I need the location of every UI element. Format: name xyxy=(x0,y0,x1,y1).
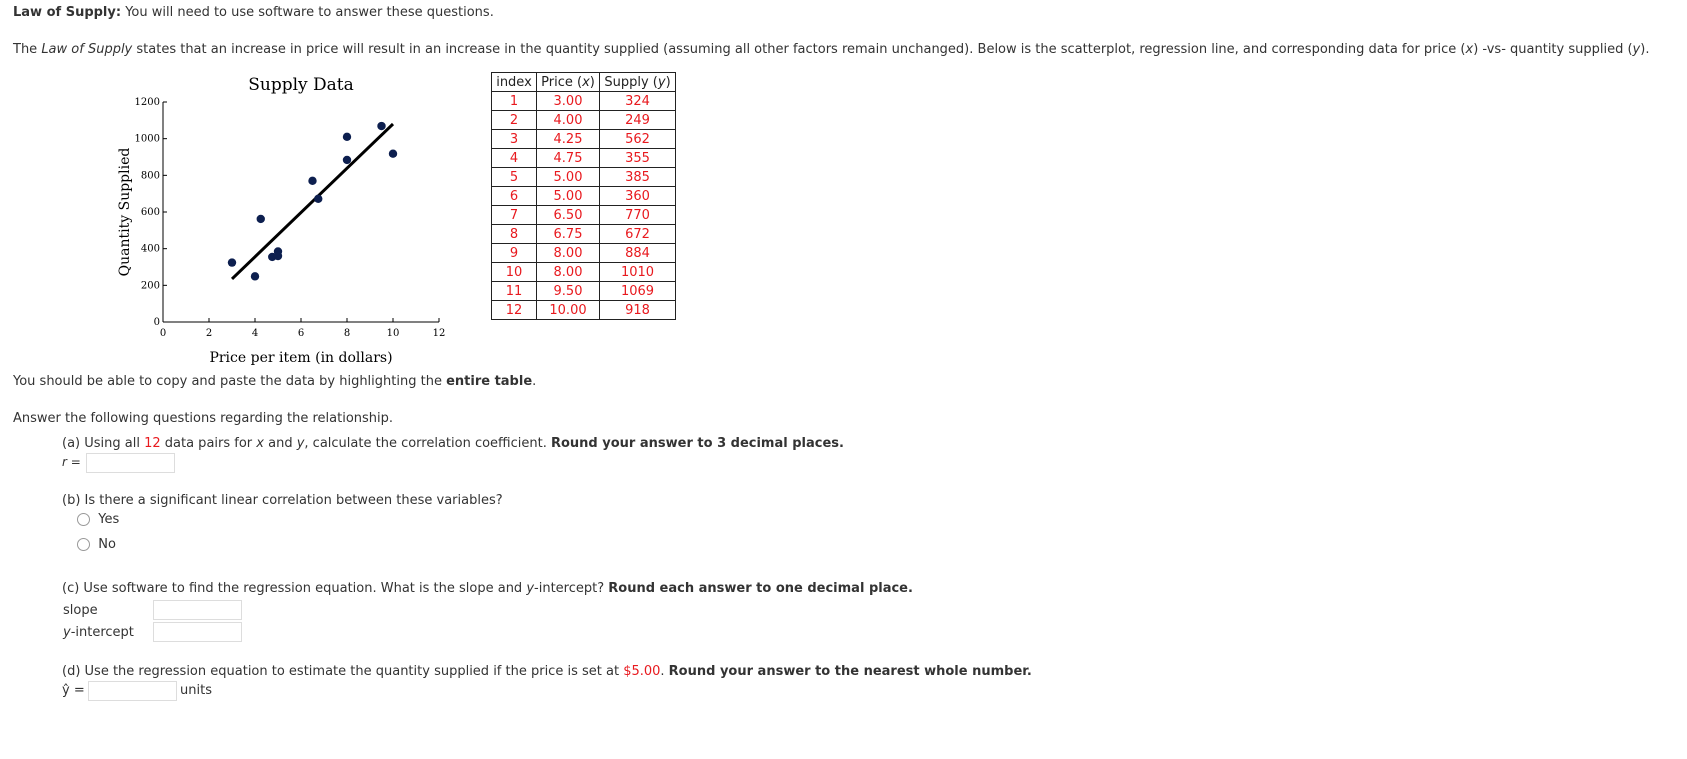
cell-supply: 355 xyxy=(600,149,676,168)
cell-price: 10.00 xyxy=(537,301,600,320)
cell-price: 9.50 xyxy=(537,282,600,301)
r-input[interactable] xyxy=(86,453,175,473)
cell-supply: 1069 xyxy=(600,282,676,301)
cell-supply: 360 xyxy=(600,187,676,206)
table-row xyxy=(492,225,676,244)
cell-price: 8.00 xyxy=(537,263,600,282)
table-row xyxy=(492,168,676,187)
x-tick-label: 2 xyxy=(205,328,213,339)
question-d: (d) Use the regression equation to estimate the quantity supplied if the price is set at $5.00. Round your answer to the nearest whole number. xyxy=(62,664,1032,679)
header-title: Law of Supply: xyxy=(13,5,122,20)
intro-text-1: The xyxy=(13,42,42,57)
slope-input[interactable] xyxy=(153,600,242,620)
header-subtitle: You will need to use software to answer these questions. xyxy=(125,5,494,20)
scatter-point xyxy=(257,215,265,223)
intro-text-2: states that an increase in price will result in an increase in the quantity supplied (assuming all other factors remain unchanged). Below is the scatterplot, regression line, and corresponding data for price ( xyxy=(132,42,1466,57)
cell-price: 8.00 xyxy=(537,244,600,263)
chart-title: Supply Data xyxy=(248,75,354,95)
chart-axes xyxy=(135,97,446,339)
intro-y-var: y xyxy=(1632,42,1641,57)
y-tick-label: 1000 xyxy=(134,133,160,145)
answer-intro: Answer the following questions regarding the relationship. xyxy=(13,411,394,426)
option-yes[interactable]: Yes xyxy=(77,512,119,527)
table-row xyxy=(492,206,676,225)
cell-price: 5.00 xyxy=(537,168,600,187)
scatter-point xyxy=(228,258,236,266)
cell-price: 4.25 xyxy=(537,130,600,149)
x-tick-label: 8 xyxy=(343,328,351,339)
cell-index: 4 xyxy=(492,149,537,168)
table-row xyxy=(492,92,676,111)
cell-index: 8 xyxy=(492,225,537,244)
cell-index: 9 xyxy=(492,244,537,263)
table-row xyxy=(492,130,676,149)
option-no[interactable]: No xyxy=(77,537,116,552)
col-header-supply: Supply (y) xyxy=(600,73,676,92)
col-header-index: index xyxy=(492,73,537,92)
data-table xyxy=(491,72,676,320)
x-tick-label: 10 xyxy=(386,328,400,339)
cell-supply: 770 xyxy=(600,206,676,225)
table-row xyxy=(492,111,676,130)
intercept-label: y-intercept xyxy=(63,625,134,640)
col-header-price: Price (x) xyxy=(537,73,600,92)
scatter-point xyxy=(377,122,385,130)
yhat-label: ŷ = xyxy=(62,683,85,698)
question-a: (a) Using all 12 data pairs for x and y, calculate the correlation coefficient. Round your answer to 3 decimal places. xyxy=(62,436,844,451)
table-header-row xyxy=(492,73,676,92)
question-b: (b) Is there a significant linear correlation between these variables? xyxy=(62,493,503,508)
cell-index: 11 xyxy=(492,282,537,301)
scatter-point xyxy=(343,133,351,141)
intercept-input[interactable] xyxy=(153,622,242,642)
cell-supply: 1010 xyxy=(600,263,676,282)
cell-supply: 385 xyxy=(600,168,676,187)
cell-index: 5 xyxy=(492,168,537,187)
cell-supply: 249 xyxy=(600,111,676,130)
table-row xyxy=(492,263,676,282)
chart-ylabel: Quantity Supplied xyxy=(117,147,133,277)
cell-price: 5.00 xyxy=(537,187,600,206)
question-c: (c) Use software to find the regression equation. What is the slope and y-intercept? Round each answer to one decimal place. xyxy=(62,581,913,596)
regression-line xyxy=(232,124,393,279)
y-tick-label: 800 xyxy=(140,170,160,182)
chart-xlabel: Price per item (in dollars) xyxy=(209,350,393,366)
copy-note: You should be able to copy and paste the data by highlighting the entire table. xyxy=(13,374,537,389)
intro-paragraph xyxy=(13,42,1649,57)
yhat-input[interactable] xyxy=(88,681,177,701)
table-row xyxy=(492,187,676,206)
x-tick-label: 4 xyxy=(251,328,259,339)
intro-x-var: x xyxy=(1465,42,1474,57)
r-label: r = xyxy=(62,455,81,469)
slope-label: slope xyxy=(63,603,98,618)
table-row xyxy=(492,282,676,301)
scatter-point xyxy=(389,150,397,158)
cell-price: 6.50 xyxy=(537,206,600,225)
cell-supply: 918 xyxy=(600,301,676,320)
cell-supply: 884 xyxy=(600,244,676,263)
cell-price: 6.75 xyxy=(537,225,600,244)
y-tick-label: 0 xyxy=(153,317,160,328)
cell-index: 10 xyxy=(492,263,537,282)
table-row xyxy=(492,244,676,263)
radio-yes[interactable] xyxy=(77,513,90,526)
regression-line-group xyxy=(232,124,393,279)
radio-no[interactable] xyxy=(77,538,90,551)
scatter-point xyxy=(343,156,351,164)
intro-text-3: ) -vs- quantity supplied ( xyxy=(1473,42,1633,57)
cell-supply: 562 xyxy=(600,130,676,149)
cell-index: 3 xyxy=(492,130,537,149)
y-tick-label: 200 xyxy=(140,280,160,292)
units-label: units xyxy=(180,683,212,698)
y-tick-label: 600 xyxy=(140,207,160,218)
cell-supply: 324 xyxy=(600,92,676,111)
cell-price: 4.00 xyxy=(537,111,600,130)
intro-law-term: Law of Supply xyxy=(41,42,133,57)
cell-index: 7 xyxy=(492,206,537,225)
supply-chart xyxy=(110,70,460,370)
intro-text-4: ). xyxy=(1640,42,1650,57)
scatter-point xyxy=(314,195,322,203)
table-body xyxy=(492,92,676,320)
cell-index: 1 xyxy=(492,92,537,111)
cell-index: 12 xyxy=(492,301,537,320)
y-tick-label: 1200 xyxy=(134,97,160,108)
x-tick-label: 6 xyxy=(297,328,305,339)
scatter-point xyxy=(274,252,282,260)
scatter-point xyxy=(308,177,316,185)
cell-index: 2 xyxy=(492,111,537,130)
cell-supply: 672 xyxy=(600,225,676,244)
header xyxy=(13,5,494,20)
x-tick-label: 12 xyxy=(432,328,446,339)
cell-price: 4.75 xyxy=(537,149,600,168)
scatter-point xyxy=(251,272,259,280)
table-row xyxy=(492,301,676,320)
y-tick-label: 400 xyxy=(140,243,160,255)
table-row xyxy=(492,149,676,168)
x-tick-label: 0 xyxy=(159,328,167,339)
cell-price: 3.00 xyxy=(537,92,600,111)
cell-index: 6 xyxy=(492,187,537,206)
